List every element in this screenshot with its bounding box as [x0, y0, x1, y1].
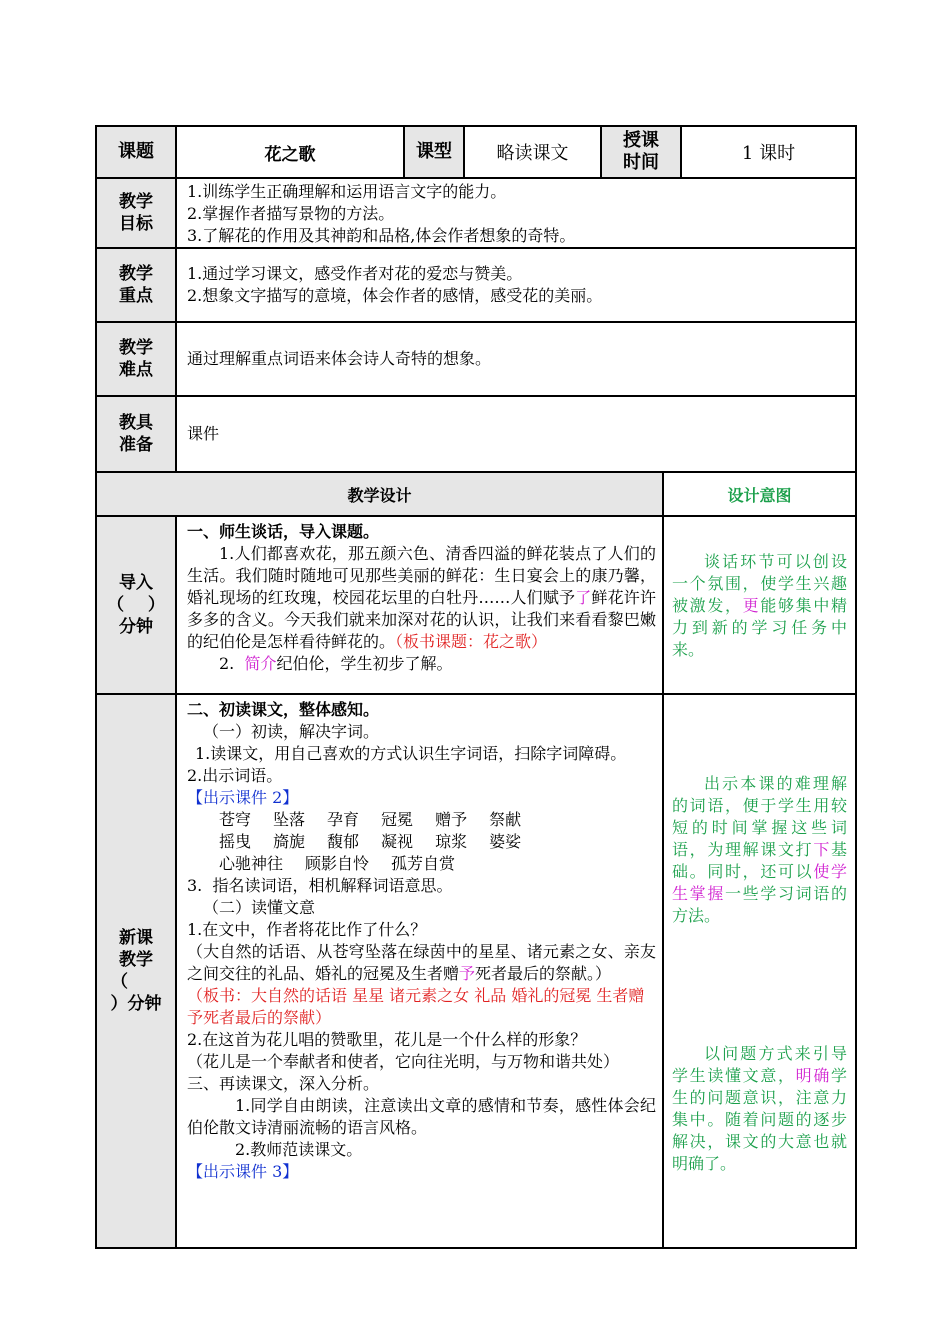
intro-content: [176, 516, 663, 694]
goals-content: [176, 178, 856, 248]
newlesson-content: 二、初读课文，整体感知。 （一）初读，解决字词。 1.读课文，用自己喜欢的方式认识生字词语，扫除字词障碍。 2.出示词语。 【出示课件 2】 苍穹 坠落 孕育 冠冕 赠予 祭献 摇曳 旖旎 馥郁 凝视 琼浆 婆娑 心驰神往 顾影自怜 孤芳自赏 3. 指名读词语，相机解释词语意思。 （二）读懂文意 1.在文中，作者将花比作了什么？ （大自然的话语、从苍穹坠落在绿茵中的星星、诸元素之女、亲友之间交往的礼品、婚礼的冠冕及生者赠予死者最后的祭献。） （板书：大自然的话语 星星 诸元素之女 礼品 婚礼的冠冕 生者赠予死者最后的祭献） 2.在这首为花儿唱的赞歌里，花儿是一个什么样的形象？ （花儿是一个奉献者和使者，它向往光明，与万物和谐共处） 三、再读课文，深入分析。 1.同学自由朗读，注意读出文章的感情和节奏，感性体会纪伯伦散文诗清丽流畅的语言风格。 2.教师范读课文。 【出示课件 3】: [176, 694, 663, 1248]
goals-label: 教学目标: [96, 178, 176, 248]
intro-paragraph-2: 2. 简介纪伯伦，学生初步了解。: [219, 654, 453, 673]
goal-item: 1.训练学生正确理解和运用语言文字的能力。: [187, 182, 507, 201]
time-label: 授课时间: [601, 126, 681, 178]
newlesson-intent: [663, 694, 856, 1248]
focus-item: 2.想象文字描写的意境，体会作者的感情，感受花的美丽。: [187, 286, 603, 305]
design-table: [95, 471, 857, 1249]
newlesson-note-1: 出示本课的难理解的词语，便于学生用较短的时间掌握这些词语，为理解课文打下基础。同时，还可以使学生掌握一些学习词语的方法。: [672, 774, 848, 925]
design-title: 教学设计: [96, 472, 663, 516]
intent-title: 设计意图: [663, 472, 856, 516]
time-value: 1 课时: [681, 126, 856, 178]
newlesson-note-2: 以问题方式来引导学生读懂文意，明确学生的问题意识，注意力集中。随着问题的逐步解决，课文的大意也就明确了。: [672, 1044, 848, 1173]
focus-item: 1.通过学习课文，感受作者对花的爱恋与赞美。: [187, 264, 523, 283]
type-value: 略读课文: [464, 126, 601, 178]
focus-label: 教学重点: [96, 248, 176, 322]
topic-value: 花之歌: [176, 126, 404, 178]
newlesson-heading: 二、初读课文，整体感知。: [187, 700, 380, 719]
design-header-row: [96, 472, 856, 516]
board-note: （板书：大自然的话语 星星 诸元素之女 礼品 婚礼的冠冕 生者赠予死者最后的祭献）: [187, 986, 645, 1027]
focus-row: [96, 248, 856, 322]
lesson-plan: [95, 125, 855, 1249]
lesson-table: [95, 125, 857, 473]
answer-1: （大自然的话语、从苍穹坠落在绿茵中的星星、诸元素之女、亲友之间交往的礼品、婚礼的冠冕及生者赠予死者最后的祭献。）: [187, 942, 657, 983]
intro-row: [96, 516, 856, 694]
goal-item: 2.掌握作者描写景物的方法。: [187, 204, 395, 223]
header-row: [96, 126, 856, 178]
difficulty-text: 通过理解重点词语来体会诗人奇特的想象。: [176, 322, 856, 396]
intro-label: 导入 （ ） 分钟: [96, 516, 176, 694]
focus-content: [176, 248, 856, 322]
intro-intent: [663, 516, 856, 694]
tools-text: 课件: [176, 396, 856, 472]
topic-label: 课题: [96, 126, 176, 178]
tools-row: [96, 396, 856, 472]
difficulty-label: 教学难点: [96, 322, 176, 396]
word-list-1: 苍穹 坠落 孕育 冠冕 赠予 祭献: [219, 810, 522, 829]
tools-label: 教具准备: [96, 396, 176, 472]
difficulty-row: [96, 322, 856, 396]
newlesson-row: [96, 694, 856, 1248]
intro-paragraph-1: 1.人们都喜欢花，那五颜六色、清香四溢的鲜花装点了人们的生活。我们随时随地可见那些美丽的鲜花：生日宴会上的康乃馨，婚礼现场的红玫瑰，校园花坛里的白牡丹……人们赋予了鲜花许许多多的含义。今天我们就来加深对花的认识，让我们来看看黎巴嫩的纪伯伦是怎样看待鲜花的。（板书课题：花之歌）: [187, 544, 657, 651]
courseware-2-link: 【出示课件 2】: [187, 788, 299, 807]
goal-item: 3.了解花的作用及其神韵和品格,体会作者想象的奇特。: [187, 226, 576, 245]
newlesson-label: 新课 教学 （ ）分钟: [96, 694, 176, 1248]
courseware-3-link: 【出示课件 3】: [187, 1162, 299, 1181]
intro-heading: 一、师生谈话，导入课题。: [187, 522, 380, 541]
word-list-3: 心驰神往 顾影自怜 孤芳自赏: [219, 854, 456, 873]
goals-row: [96, 178, 856, 248]
word-list-2: 摇曳 旖旎 馥郁 凝视 琼浆 婆娑: [219, 832, 522, 851]
intro-note: 谈话环节可以创设一个氛围，使学生兴趣被激发，更能够集中精力到新的学习任务中来。: [672, 552, 848, 659]
type-label: 课型: [404, 126, 464, 178]
